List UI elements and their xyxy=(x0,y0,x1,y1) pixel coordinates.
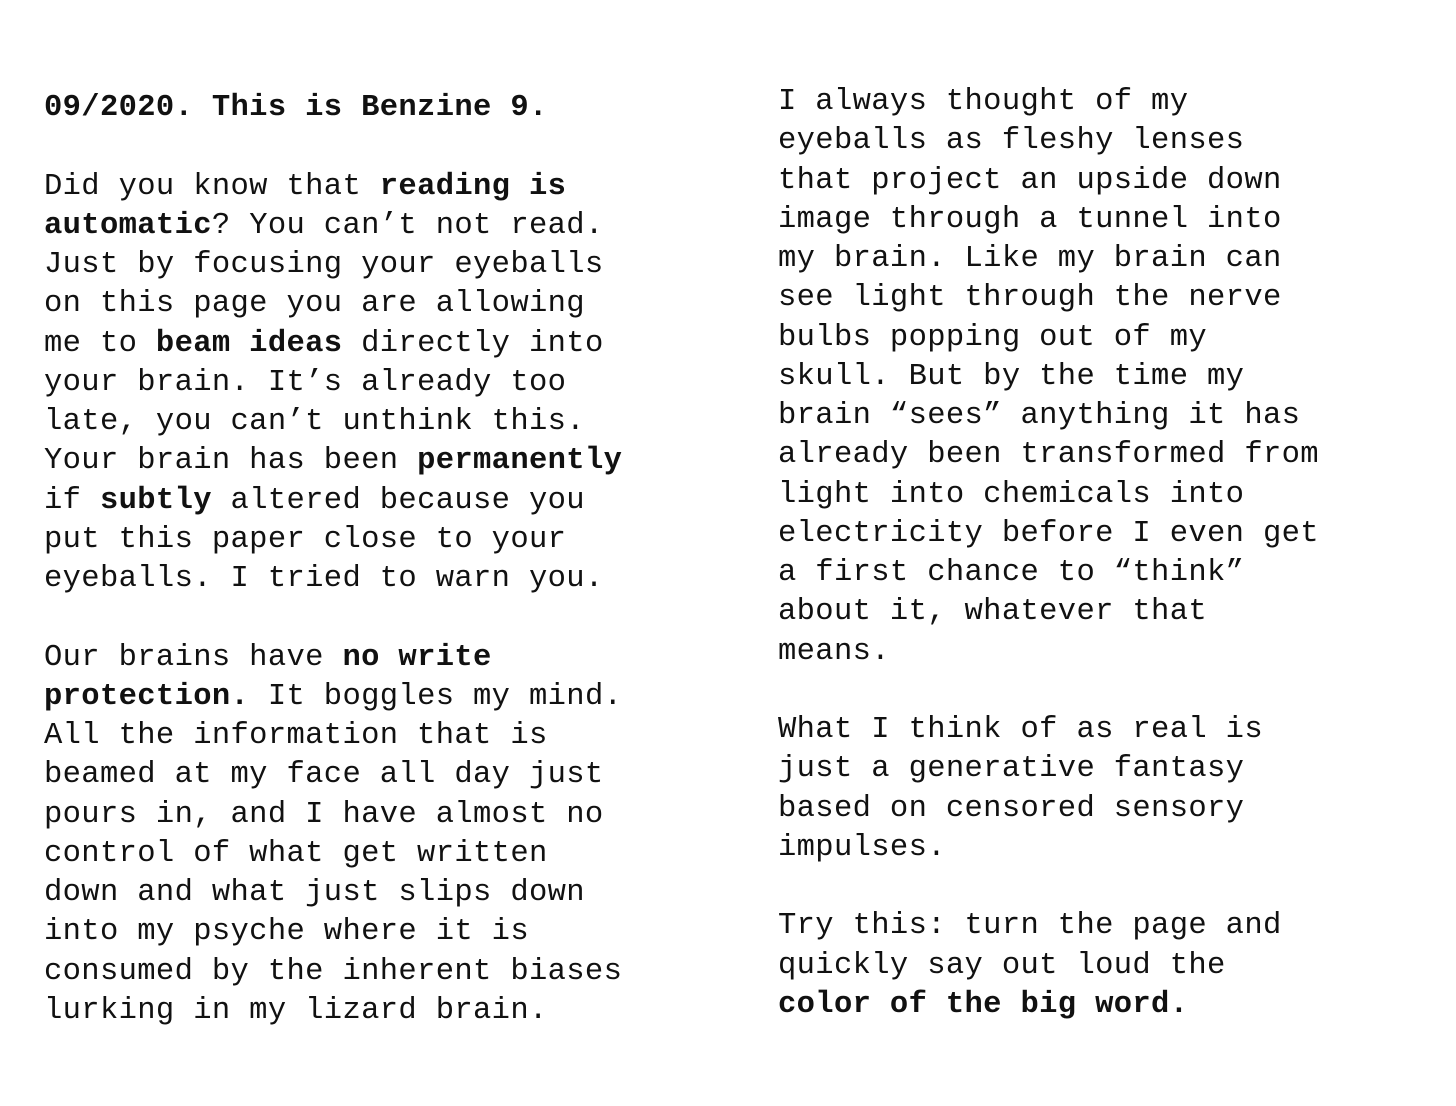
text-segment: What I think of as real is xyxy=(778,713,1263,747)
right-text-line xyxy=(778,750,1319,789)
left-text-line xyxy=(44,325,622,364)
text-segment: see light through the nerve xyxy=(778,281,1282,316)
text-segment: directly into xyxy=(342,326,604,361)
left-text-line xyxy=(44,89,622,128)
left-text-column xyxy=(44,89,622,1031)
left-text-line xyxy=(44,835,622,874)
right-text-line xyxy=(778,436,1319,475)
right-text-line xyxy=(778,240,1319,279)
text-segment: put this paper close to your xyxy=(44,522,567,557)
right-text-line xyxy=(778,515,1319,554)
text-segment: light into chemicals into xyxy=(778,477,1245,512)
left-text-line xyxy=(44,246,622,285)
text-segment: into my psyche where it is xyxy=(44,915,529,950)
right-text-line xyxy=(778,476,1319,515)
bold-text: protection. xyxy=(44,679,250,714)
left-text-line xyxy=(44,207,622,246)
text-segment: me to xyxy=(44,326,156,361)
text-segment: control of what get written xyxy=(44,836,548,871)
text-segment: pours in, and I have almost no xyxy=(44,797,604,832)
bold-text: permanently xyxy=(417,444,623,479)
text-segment: eyeballs as fleshy lenses xyxy=(778,124,1245,159)
bold-text: automatic xyxy=(44,208,212,243)
text-segment: quickly say out loud the xyxy=(778,948,1226,983)
text-segment: means. xyxy=(778,634,890,669)
text-segment: based on censored sensory xyxy=(778,791,1245,826)
right-paragraph-gap xyxy=(778,672,1319,711)
text-segment: just a generative fantasy xyxy=(778,752,1245,787)
text-segment: It boggles my mind. xyxy=(249,679,623,714)
right-text-line xyxy=(778,358,1319,397)
text-segment: your brain. It’s already too xyxy=(44,365,567,400)
text-segment: ? You can’t not read. xyxy=(211,208,604,243)
text-segment: impulses. xyxy=(778,830,946,865)
right-text-line xyxy=(778,947,1319,986)
text-segment: image through a tunnel into xyxy=(778,202,1282,237)
bold-text: no write xyxy=(342,640,492,675)
text-segment: Try this: turn the page and xyxy=(778,909,1282,944)
left-text-line xyxy=(44,874,622,913)
text-segment: brain “sees” anything it has xyxy=(778,399,1301,433)
right-text-line xyxy=(778,162,1319,201)
left-text-line xyxy=(44,678,622,717)
bold-text: 09/2020. This is Benzine 9. xyxy=(44,91,548,125)
text-segment: skull. But by the time my xyxy=(778,359,1245,394)
text-segment: Your brain has been xyxy=(44,444,418,479)
text-segment: Our brains have xyxy=(44,640,343,675)
text-segment: about it, whatever that xyxy=(778,595,1208,630)
left-paragraph-gap xyxy=(44,128,622,167)
left-text-line xyxy=(44,364,622,403)
left-text-line xyxy=(44,953,622,992)
right-text-line xyxy=(778,319,1319,358)
right-text-line xyxy=(778,279,1319,318)
right-text-line xyxy=(778,711,1319,750)
left-text-line xyxy=(44,796,622,835)
text-segment: Did you know that xyxy=(44,169,380,204)
left-text-line xyxy=(44,285,622,324)
left-text-line xyxy=(44,717,622,756)
right-text-line xyxy=(778,593,1319,632)
bold-text: color of the big word. xyxy=(778,987,1189,1022)
text-segment: beamed at my face all day just xyxy=(44,758,604,793)
right-text-line xyxy=(778,633,1319,672)
left-text-line xyxy=(44,482,622,521)
text-segment: lurking in my lizard brain. xyxy=(44,993,548,1028)
text-segment: on this page you are allowing xyxy=(44,287,585,322)
text-segment: Just by focusing your eyeballs xyxy=(44,248,604,282)
text-segment: late, you can’t unthink this. xyxy=(44,405,585,439)
left-text-line xyxy=(44,992,622,1031)
right-text-column xyxy=(778,83,1319,1025)
right-text-line xyxy=(778,397,1319,436)
text-segment: consumed by the inherent biases xyxy=(44,954,623,989)
left-text-line xyxy=(44,756,622,795)
text-segment: down and what just slips down xyxy=(44,876,585,910)
right-text-line xyxy=(778,122,1319,161)
text-segment: bulbs popping out of my xyxy=(778,320,1208,355)
right-text-line xyxy=(778,83,1319,122)
text-segment: altered because you xyxy=(211,483,585,518)
right-text-line xyxy=(778,554,1319,593)
bold-text: beam ideas xyxy=(155,326,343,361)
left-text-line xyxy=(44,168,622,207)
right-text-line xyxy=(778,201,1319,240)
left-text-line xyxy=(44,442,622,481)
text-segment: electricity before I even get xyxy=(778,516,1319,551)
left-text-line xyxy=(44,521,622,560)
right-paragraph-gap xyxy=(778,868,1319,907)
right-text-line xyxy=(778,986,1319,1025)
text-segment: that project an upside down xyxy=(778,163,1282,198)
left-text-line xyxy=(44,403,622,442)
text-segment: a first chance to “think” xyxy=(778,556,1245,590)
text-segment: I always thought of my xyxy=(778,85,1189,119)
text-segment: All the information that is xyxy=(44,719,548,753)
text-segment: already been transformed from xyxy=(778,438,1319,473)
bold-text: reading is xyxy=(379,169,567,204)
text-segment: my brain. Like my brain can xyxy=(778,242,1282,276)
right-text-line xyxy=(778,790,1319,829)
left-text-line xyxy=(44,639,622,678)
left-text-line xyxy=(44,560,622,599)
right-text-line xyxy=(778,907,1319,946)
left-text-line xyxy=(44,913,622,952)
bold-text: subtly xyxy=(99,483,212,518)
text-segment: eyeballs. I tried to warn you. xyxy=(44,562,604,596)
left-paragraph-gap xyxy=(44,599,622,638)
right-text-line xyxy=(778,829,1319,868)
text-segment: if xyxy=(44,483,100,518)
